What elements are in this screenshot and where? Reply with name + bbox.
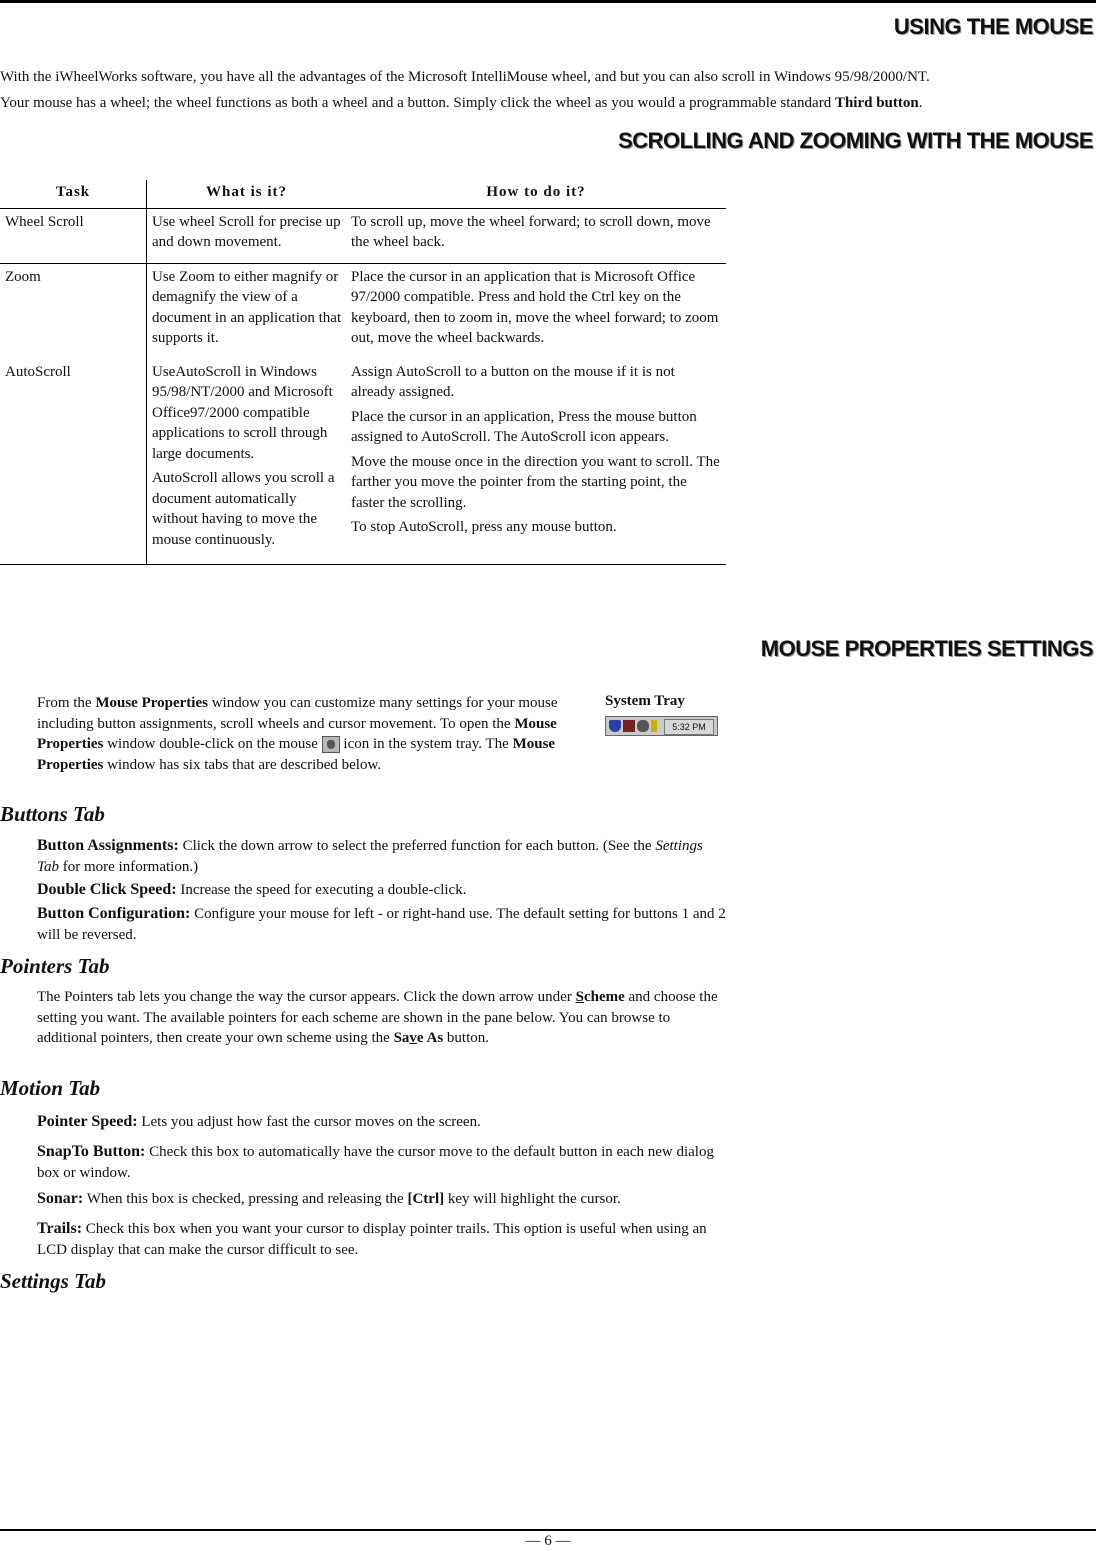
pointers-description: The Pointers tab lets you change the way the cursor appears. Click the down arrow under Scheme and choose the setting you want. The available pointers for each scheme are shown in the pane below. You can browse to additional pointers, then create your own scheme using the Save As button. — [37, 989, 718, 1046]
intro-line-2: Your mouse has a wheel; the wheel functions as both a wheel and a button. Simply click the wheel as you would a programmable standard Third button. — [0, 95, 923, 111]
tasks-table — [0, 180, 726, 565]
top-rule — [0, 0, 1096, 3]
tray-clock: 5:32 PM — [664, 719, 714, 735]
system-tray — [605, 716, 718, 736]
table-header-row — [0, 180, 726, 208]
bottom-rule — [0, 1529, 1096, 1531]
snapto-button-item: SnapTo Button: Check this box to automatically have the cursor move to the default button in each new dialog box or window. — [37, 1143, 714, 1181]
shield-icon — [609, 720, 621, 732]
third-button-label: Third button — [834, 95, 919, 111]
page-number: — 6 — — [525, 1533, 571, 1549]
heading-mouse-properties: MOUSE PROPERTIES SETTINGS — [760, 636, 1093, 661]
intro-line-1: With the iWheelWorks software, you have all the advantages of the Microsoft IntelliMouse wheel, and but you can also scroll in Windows 95/98/2000/NT. — [0, 69, 930, 85]
heading-scrolling-zooming: SCROLLING AND ZOOMING WITH THE MOUSE — [618, 128, 1093, 153]
mouse-tray-icon[interactable] — [637, 720, 649, 732]
what-cell: Use Zoom to either magnify or demagnify the view of a document in an application that supports it. — [152, 268, 342, 346]
double-click-speed-item: Double Click Speed: Increase the speed for executing a double-click. — [37, 881, 467, 898]
pointer-speed-item: Pointer Speed: Lets you adjust how fast the cursor moves on the screen. — [37, 1113, 481, 1130]
sonar-item: Sonar: When this box is checked, pressing and releasing the [Ctrl] key will highlight the cursor. — [37, 1190, 621, 1207]
buttons-tab-heading: Buttons Tab — [0, 802, 105, 826]
heading-using-the-mouse: USING THE MOUSE — [893, 14, 1093, 39]
col-header-what: What is it? — [147, 180, 347, 208]
pointers-tab-heading: Pointers Tab — [0, 954, 110, 978]
task-cell: Wheel Scroll — [0, 208, 147, 263]
trails-item: Trails: Check this box when you want your cursor to display pointer trails. This option is useful when using an LCD display that can make the cursor difficult to see. — [37, 1220, 707, 1258]
task-cell: AutoScroll — [0, 359, 147, 565]
table-row — [0, 208, 726, 263]
settings-tab-heading: Settings Tab — [0, 1269, 107, 1293]
what-cell: Use wheel Scroll for precise up and down movement. — [147, 208, 347, 263]
table-row — [0, 263, 726, 359]
task-cell: Zoom — [0, 263, 147, 359]
button-configuration-item: Button Configuration: Configure your mouse for left - or right-hand use. The default setting for buttons 1 and 2 will be reversed. — [37, 905, 726, 943]
system-tray-label: System Tray — [605, 693, 685, 709]
col-header-task: Task — [0, 180, 147, 208]
what-cell: UseAutoScroll in Windows 95/98/NT/2000 and Microsoft Office97/2000 compatible applications to scroll through large documents. AutoScroll allows you scroll a document automatically without having to move the mouse continuously. — [147, 359, 347, 565]
volume-icon — [651, 720, 657, 732]
how-cell: To scroll up, move the wheel forward; to scroll down, move the wheel back. — [346, 208, 726, 263]
button-assignments-item: Button Assignments: Click the down arrow to select the preferred function for each button. (See the Settings Tab for more information.) — [37, 837, 703, 875]
how-cell: Assign AutoScroll to a button on the mouse if it is not already assigned. Place the cursor in an application, Press the mouse button assigned to AutoScroll. The AutoScroll icon appears. Move the mouse once in the direction you want to scroll. The farther you move the pointer from the starting point, the faster the scrolling. To stop AutoScroll, press any mouse button. — [346, 359, 726, 565]
how-cell: Place the cursor in an application that is Microsoft Office 97/2000 compatible. Press and hold the Ctrl key on the keyboard, then to zoom in, move the wheel forward; to zoom out, move the wheel backwards. — [351, 268, 719, 346]
mouse-icon — [322, 736, 340, 753]
table-row — [0, 359, 726, 565]
motion-tab-heading: Motion Tab — [0, 1076, 101, 1100]
properties-intro: From the Mouse Properties window you can customize many settings for your mouse including button assignments, scroll wheels and cursor movement. To open the Mouse Properties window double-click on the mouse icon in the system tray. The Mouse Properties window has six tabs that are described below. — [37, 695, 558, 773]
network-icon — [623, 720, 635, 732]
col-header-how: How to do it? — [346, 180, 726, 208]
